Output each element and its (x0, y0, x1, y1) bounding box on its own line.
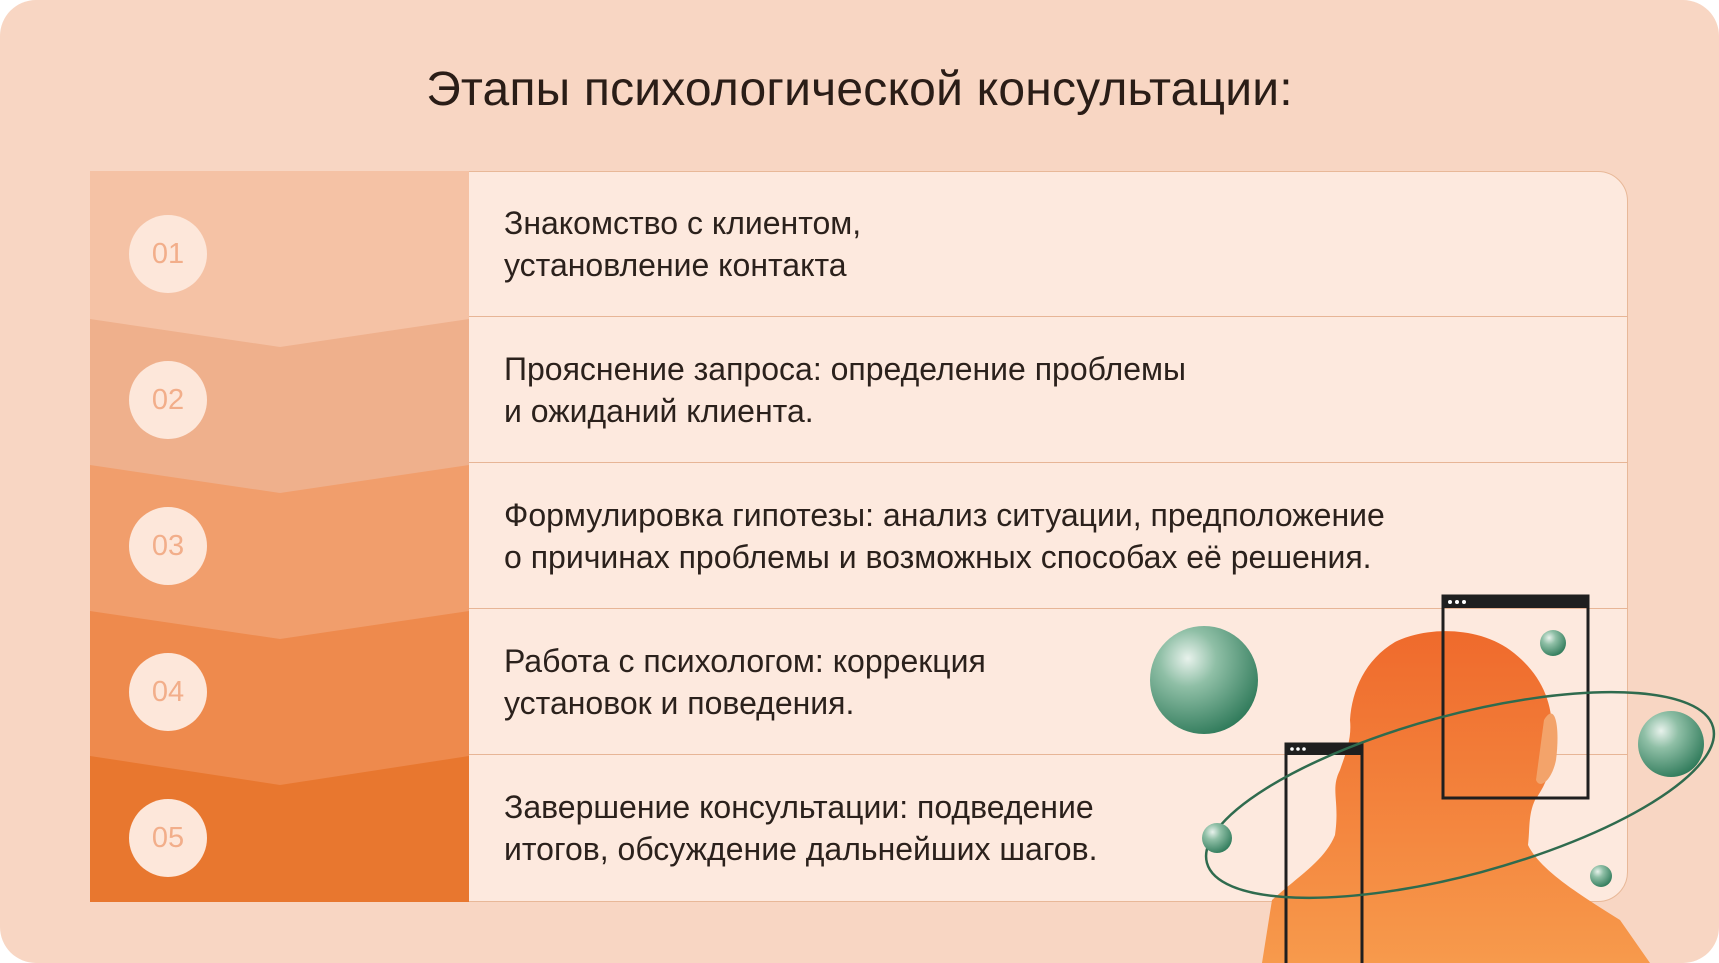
step-description (504, 494, 1385, 578)
step-text-line: итогов, обсуждение дальнейших шагов. (504, 831, 1098, 867)
step-row (469, 463, 1628, 609)
green-sphere-icon (1540, 630, 1566, 656)
step-text-line: Работа с психологом: коррекция (504, 642, 986, 679)
step-text-line: установление контакта (504, 246, 847, 283)
step-row (469, 171, 1628, 317)
step-text-line: установок и поведения. (504, 684, 855, 721)
green-sphere-icon (1590, 865, 1612, 887)
step-text-line: Прояснение запроса: определение проблемы (504, 350, 1186, 387)
psychology-head-illustration (1150, 590, 1719, 963)
step-text-line: о причинах проблемы и возможных способах её решения. (504, 538, 1372, 575)
step-description (504, 786, 1097, 870)
step-number-badge: 03 (129, 507, 207, 585)
step-number-badge: 01 (129, 215, 207, 293)
step-text-line: Знакомство с клиентом, (504, 204, 862, 241)
step-number-column (90, 171, 469, 902)
step-row (469, 317, 1628, 463)
step-text-line: Формулировка гипотезы: анализ ситуации, предположение (504, 496, 1385, 533)
green-sphere-icon (1638, 711, 1704, 777)
step-description (504, 202, 861, 286)
step-text-line: и ожиданий клиента. (504, 392, 814, 429)
green-sphere-icon (1202, 823, 1232, 853)
step-description (504, 640, 986, 724)
step-number-badge: 04 (129, 653, 207, 731)
page-title: Этапы психологической консультации: (426, 63, 1293, 116)
step-number-badge: 05 (129, 799, 207, 877)
green-sphere-icon (1150, 626, 1258, 734)
step-number-badge: 02 (129, 361, 207, 439)
step-text-line: Завершение консультации: подведение (504, 789, 1094, 825)
step-description (504, 348, 1186, 432)
